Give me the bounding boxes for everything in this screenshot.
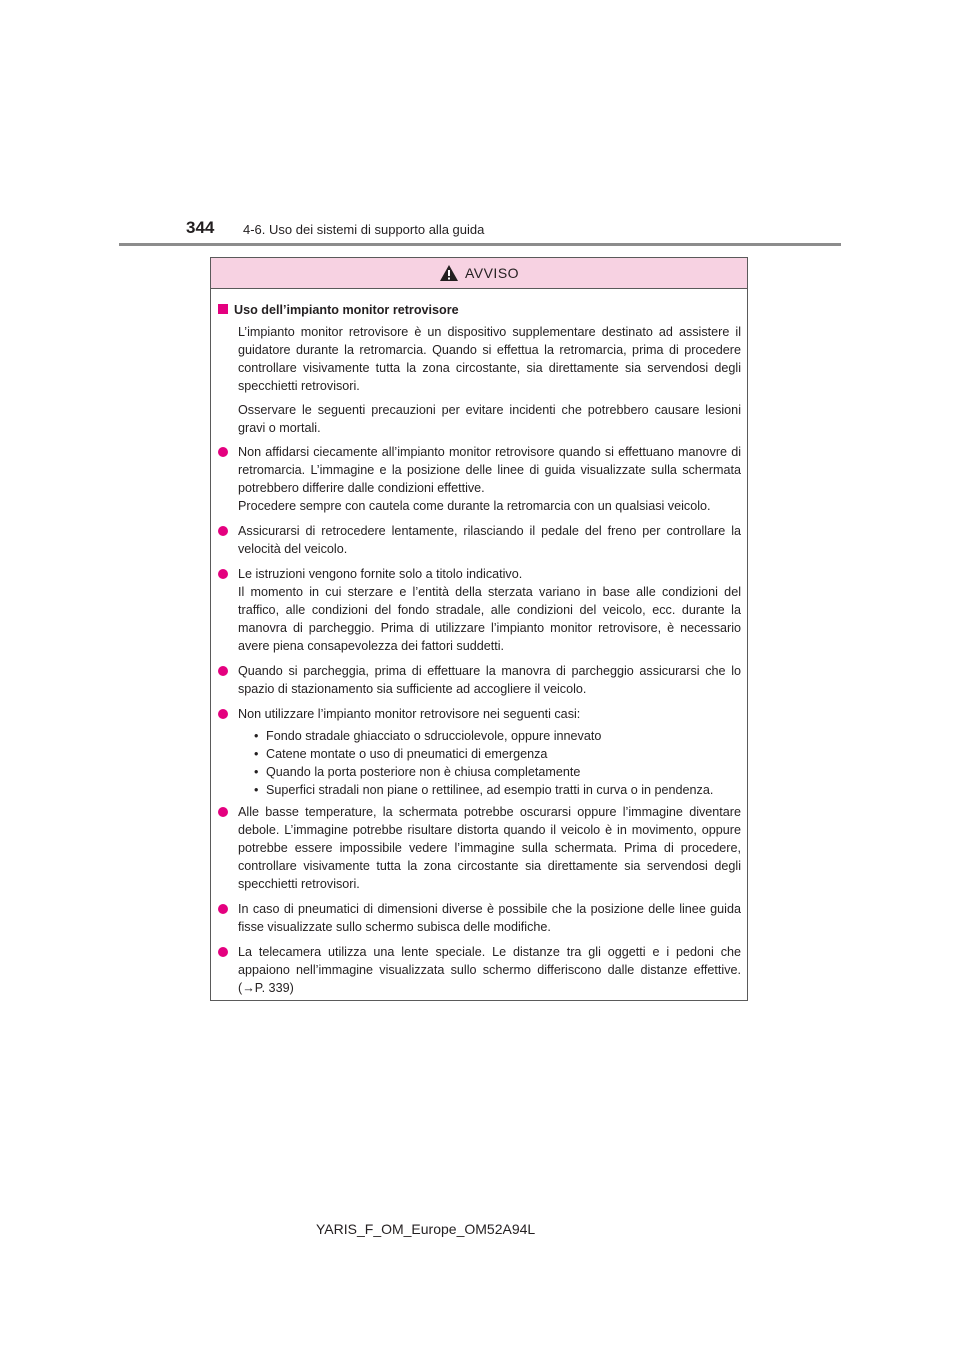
bullet-item [218,522,741,558]
bullet-line: Quando si parcheggia, prima di effettuare la manovra di parcheggio assicurarsi che lo spazio di stazionamento sia sufficiente ad accogliere il veicolo. [238,664,741,696]
bullet-item [218,900,741,936]
bullet-text [238,565,741,655]
bullet-line: Alle basse temperature, la schermata potrebbe oscurarsi oppure l’immagine diventare debole. L’immagine potrebbe risultare distorta quando il veicolo è in movimento, oppure potrebbe essere impossibile vedere l’immagine sulla schermata. Prima di procedere, controllare visivamente tutta la zona circostante sia direttamente sia servendosi degli specchietti retrovisori. [238,805,741,891]
warning-body [211,289,747,997]
bullet-line: La telecamera utilizza una lente speciale. Le distanze tra gli oggetti e i pedoni che appaiono nell’immagine visualizzata sullo schermo differiscono dalle distanze effettive. (→P. 339) [238,945,741,995]
bullet-line: Non affidarsi ciecamente all’impianto monitor retrovisore quando si effettuano manovre di retromarcia. L’immagine e la posizione delle linee di guida visualizzate sulla schermata potrebbero differire dalle condizioni effettive. [238,445,741,495]
warning-title: AVVISO [464,265,520,281]
round-bullet-icon [218,447,228,457]
bullet-line: In caso di pneumatici di dimensioni diverse è possibile che la posizione delle linee guida fisse visualizzate sullo schermo subisca delle modifiche. [238,902,741,934]
warning-box [210,257,748,1001]
bullet-line: Non utilizzare l’impianto monitor retrovisore nei seguenti casi: [238,707,581,721]
round-bullet-icon [218,947,228,957]
bullet-item [218,443,741,515]
sub-list [254,727,741,799]
warning-header [211,258,747,289]
intro-paragraph: L’impianto monitor retrovisore è un dispositivo supplementare destinato ad assistere il guidatore durante la retromarcia. Quando si effettua la retromarcia, prima di procedere controllare visivamente tutta la zona circostante, sia direttamente sia servendosi degli specchietti retrovisori. [238,325,741,393]
bullet-item [218,943,741,997]
bullet-line: Procedere sempre con cautela come durante la retromarcia con un qualsiasi veicolo. [238,499,711,513]
warning-triangle-icon [439,264,459,282]
bullet-text [238,443,741,515]
bullet-text [238,943,741,997]
round-bullet-icon [218,569,228,579]
bullet-line: Assicurarsi di retrocedere lentamente, rilasciando il pedale del freno per controllare la velocità del veicolo. [238,524,741,556]
sub-list-item: • Quando la porta posteriore non è chiusa completamente [254,763,741,781]
sub-list-item: • Fondo stradale ghiacciato o sdrucciolevole, oppure innevato [254,727,741,745]
round-bullet-icon [218,526,228,536]
precaution-paragraph: Osservare le seguenti precauzioni per evitare incidenti che potrebbero causare lesioni gravi o mortali. [238,403,741,435]
round-bullet-icon [218,709,228,719]
bullet-item [218,705,741,723]
bullet-item [218,662,741,698]
header-rule [119,243,841,246]
page-number: 344 [186,218,215,237]
round-bullet-icon [218,666,228,676]
bullet-item [218,565,741,655]
bullet-item [218,803,741,893]
square-bullet-icon [218,304,228,314]
warning-heading-text: Uso dell’impianto monitor retrovisore [234,303,459,317]
sub-list-item: • Catene montate o uso di pneumatici di emergenza [254,745,741,763]
section-title: 4-6. Uso dei sistemi di supporto alla guida [243,222,485,237]
bullet-text [238,522,741,558]
bullet-text [238,662,741,698]
bullet-text [238,705,741,723]
bullet-text [238,803,741,893]
warning-heading [218,301,741,319]
sub-list-item: • Superfici stradali non piane o rettilinee, ad esempio tratti in curva o in pendenza. [254,781,741,799]
bullet-text [238,900,741,936]
footer-code: YARIS_F_OM_Europe_OM52A94L [316,1221,536,1237]
round-bullet-icon [218,807,228,817]
bullet-line: Le istruzioni vengono fornite solo a titolo indicativo. [238,567,523,581]
round-bullet-icon [218,904,228,914]
bullet-line: Il momento in cui sterzare e l’entità della sterzata variano in base alle condizioni del traffico, alle condizioni del fondo stradale, alle condizioni del veicolo, ecc. durante la manovra di parcheggio. Prima di utilizzare l’impianto monitor retrovisore, è necessario avere piena consapevolezza dei fattori suddetti. [238,585,741,653]
